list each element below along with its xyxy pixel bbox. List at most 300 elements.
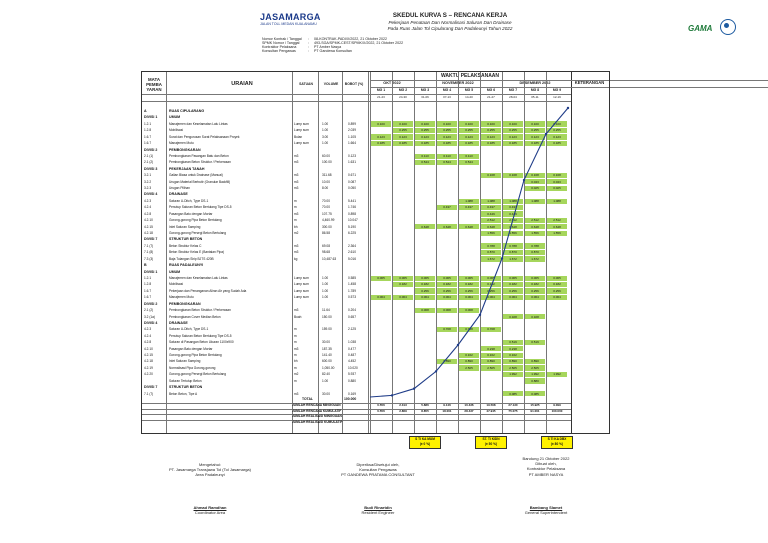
week-value: 0.449 bbox=[487, 211, 495, 216]
cell-satuan: m3 bbox=[294, 243, 299, 248]
cell-satuan: m3 bbox=[294, 346, 299, 351]
week-value: 0.085 bbox=[509, 391, 517, 396]
document-subtitle-1: Pekerjaan Penataan Dan Normalisasi Saluran Dan Drainase bbox=[388, 20, 512, 25]
cell-volume: 187.35 bbox=[322, 346, 332, 351]
cell-satuan: m bbox=[294, 198, 297, 203]
cell-bobot: 2.364 bbox=[348, 243, 356, 248]
cell-uraian: UMUM bbox=[169, 269, 181, 274]
cell-code: 4.2.19 bbox=[144, 365, 153, 370]
week-value: 2.505 bbox=[487, 365, 495, 370]
week-value: 0.890 bbox=[465, 359, 473, 364]
meta-key: Konsultan Pengawas bbox=[262, 49, 296, 53]
week-value: 0.328 bbox=[531, 314, 539, 319]
cell-volume: 98.68 bbox=[322, 250, 330, 255]
cell-satuan: bh bbox=[294, 359, 298, 364]
week-value: 2.505 bbox=[531, 365, 539, 370]
week-value: 0.168 bbox=[487, 173, 495, 178]
week-value: 1.088 bbox=[509, 198, 517, 203]
partner-logos bbox=[688, 18, 736, 36]
week-value: 0.085 bbox=[531, 391, 539, 396]
cell-volume: 10,487.63 bbox=[322, 256, 337, 261]
cell-code: 7.1 (7) bbox=[144, 391, 154, 396]
cell-volume: 1,050.00 bbox=[322, 365, 335, 370]
week-value: 0.043 bbox=[531, 179, 539, 184]
week-value: 1.088 bbox=[531, 198, 539, 203]
cell-bobot: 0.204 bbox=[348, 308, 356, 313]
cell-satuan: Lump sum bbox=[294, 295, 309, 300]
cell-satuan: m3 bbox=[294, 391, 299, 396]
cell-code: DIVISI 7 bbox=[144, 237, 158, 242]
week-value: 0.890 bbox=[531, 359, 539, 364]
signature-right-name-block bbox=[486, 505, 606, 515]
cell-uraian: Pembongkaran Beton Struktur / Perkerasan bbox=[169, 308, 231, 313]
cell-bobot: 0.573 bbox=[348, 295, 356, 300]
week-value: 0.168 bbox=[553, 173, 561, 178]
sig-left-name: Ahmad Ramdhan bbox=[193, 505, 227, 510]
week-value: 0.238 bbox=[509, 346, 517, 351]
week-value: 0.870 bbox=[487, 250, 495, 255]
cell-uraian: Urugan Pilihan bbox=[169, 186, 190, 191]
sig-mid-name: Budi Rinartdin bbox=[364, 505, 392, 510]
meta-key: Nomor Kontrak / Tanggal bbox=[262, 37, 302, 41]
cell-code: 2.1 (2) bbox=[144, 308, 154, 313]
total-week-value: 2.313 bbox=[399, 403, 407, 407]
cell-volume: 1.00 bbox=[322, 275, 329, 280]
cell-bobot: 0.087 bbox=[348, 179, 356, 184]
cell-code: 4.2.18 bbox=[144, 359, 153, 364]
cell-bobot: 0.050 bbox=[348, 186, 356, 191]
sig-mid-line1: Diperiksa/Disetujui oleh, bbox=[356, 462, 400, 467]
cell-satuan: Lump sum bbox=[294, 121, 309, 126]
week-value: 0.708 bbox=[487, 327, 495, 332]
week-value: 0.255 bbox=[553, 128, 561, 133]
total-week-value: 47.945 bbox=[486, 408, 496, 413]
cell-satuan: m bbox=[294, 218, 297, 223]
cell-uraian: STRUKTUR BETON bbox=[169, 237, 203, 242]
cell-code: DIVISI 1 bbox=[144, 269, 158, 274]
week-value: 0.648 bbox=[465, 224, 473, 229]
cell-satuan: m3 bbox=[294, 160, 299, 165]
milestone-percent: (± 0 %) bbox=[419, 442, 431, 447]
week-value: 0.064 bbox=[509, 295, 517, 300]
week-dates: 05-11 bbox=[531, 95, 539, 99]
week-value: 1.992 bbox=[553, 372, 561, 377]
s-curve-point bbox=[523, 179, 525, 181]
document-title: SKEDUL KURVA S – RENCANA KERJA bbox=[392, 12, 508, 19]
week-header: MG 4 bbox=[442, 88, 452, 92]
meta-colon: : bbox=[308, 49, 309, 53]
cell-volume: 69.08 bbox=[322, 243, 330, 248]
cell-uraian: Pasangan Batu dengan Mortar bbox=[169, 211, 213, 216]
cell-code: 4.2.10 bbox=[144, 218, 153, 223]
week-value: 0.065 bbox=[421, 275, 429, 280]
total-week-value: 75.075 bbox=[508, 408, 518, 413]
milestone-percent: (± 50 %) bbox=[484, 442, 498, 447]
week-header: MG 5 bbox=[464, 88, 474, 92]
cell-satuan: m bbox=[294, 333, 297, 338]
cell-uraian: Beton Struktur Kelas C bbox=[169, 243, 202, 248]
total-week-value: 100.000 bbox=[551, 408, 563, 413]
week-value: 0.185 bbox=[421, 141, 429, 146]
cell-uraian: Inlet Saluran Samping bbox=[169, 224, 201, 229]
week-value: 0.100 bbox=[465, 121, 473, 126]
cell-code: 7.1 (7) bbox=[144, 243, 154, 248]
cell-code: DIVISI 7 bbox=[144, 385, 158, 390]
total-week-value: 9.146 bbox=[443, 403, 451, 407]
week-dates: 12-19 bbox=[553, 95, 561, 99]
cell-volume: 1.00 bbox=[322, 121, 329, 126]
meta-value: 493-SGA/SPMK-CEST/SPMK/X/2022, 21 Oktober 2022 bbox=[314, 41, 404, 45]
week-header: MG 9 bbox=[552, 88, 562, 92]
cell-code: 1.6.7 bbox=[144, 295, 152, 300]
s-curve-chart bbox=[142, 72, 571, 433]
s-curve-point bbox=[413, 388, 415, 390]
cell-satuan: Lump sum bbox=[294, 282, 309, 287]
week-value: 0.182 bbox=[487, 282, 495, 287]
total-value: 100.000 bbox=[344, 397, 357, 401]
week-value: 1.088 bbox=[465, 198, 473, 203]
signature-middle bbox=[318, 462, 438, 478]
week-value: 0.064 bbox=[531, 295, 539, 300]
cell-volume: 1.00 bbox=[322, 282, 329, 287]
week-value: 0.648 bbox=[553, 224, 561, 229]
cell-code: 4.2.15 bbox=[144, 353, 153, 358]
sig-left-line1: Mengetahui: bbox=[198, 462, 221, 467]
cell-satuan: Bulan bbox=[294, 134, 303, 139]
cell-code: 3.2.2 bbox=[144, 179, 152, 184]
sig-mid-role: Resident Engineer bbox=[361, 510, 395, 516]
week-value: 0.065 bbox=[377, 275, 385, 280]
week-value: 0.168 bbox=[509, 173, 517, 178]
cell-code: 1.2.1 bbox=[144, 121, 152, 126]
cell-uraian: PEMBONGKARAN bbox=[169, 301, 201, 306]
week-value: 0.328 bbox=[509, 314, 517, 319]
week-dates: 28-04 bbox=[509, 95, 517, 99]
cell-uraian: RUAS CIPULARANG bbox=[169, 109, 205, 113]
meta-line bbox=[262, 49, 403, 53]
week-value: 0.065 bbox=[399, 275, 407, 280]
cell-bobot: 0.585 bbox=[348, 275, 356, 280]
week-value: 0.065 bbox=[553, 275, 561, 280]
company-logo bbox=[260, 12, 350, 32]
cell-bobot: 0.671 bbox=[348, 173, 356, 178]
cell-code: 4.2.8 bbox=[144, 211, 152, 216]
sig-place-date: Bandung 21 Oktober 2022 bbox=[522, 456, 570, 461]
cell-uraian: Manajemen dan Keselamatan Lalu Lintas bbox=[169, 121, 228, 126]
cell-code: 1.2.8 bbox=[144, 128, 152, 133]
week-value: 0.648 bbox=[421, 224, 429, 229]
cell-uraian: Gorong-gorong Persegi Beton Bertulang bbox=[169, 231, 227, 236]
sig-right-line1: Dibuat oleh, bbox=[535, 461, 557, 467]
cell-bobot: 10.047 bbox=[348, 218, 358, 223]
week-value: 0.025 bbox=[553, 186, 561, 191]
signature-left bbox=[150, 462, 270, 478]
week-dates: 21-23 bbox=[377, 95, 385, 99]
cell-satuan: m bbox=[294, 353, 297, 358]
cell-uraian: Pembongkaran Cover Median Beton bbox=[169, 314, 221, 319]
s-curve-line bbox=[370, 108, 568, 397]
cell-volume: 70.00 bbox=[322, 198, 330, 203]
cell-volume: 70.00 bbox=[322, 205, 330, 210]
total-row-label: JUMLAH REALISASI KUMULATIF bbox=[292, 419, 343, 424]
cell-bobot: 0.169 bbox=[348, 391, 356, 396]
cell-code: DIVISI 4 bbox=[144, 320, 158, 325]
cell-uraian: Gorong-gorong Pipa Beton Bertulang bbox=[169, 218, 222, 223]
week-value: 0.064 bbox=[465, 295, 473, 300]
sig-mid-line3: PT GANDEWA PRATAMA CONSULTANT bbox=[341, 472, 415, 478]
week-dates: 31-06 bbox=[421, 95, 429, 99]
cell-code: 3.2.1 bbox=[144, 173, 152, 178]
col-volume: VOLUME bbox=[323, 82, 339, 86]
week-value: 0.182 bbox=[553, 282, 561, 287]
week-value: 0.648 bbox=[509, 224, 517, 229]
logo-subtitle: JALAN TOLL MEDAN KUALANAMU bbox=[260, 22, 317, 26]
cell-code: DIVISI 2 bbox=[144, 301, 158, 306]
total-row-label: JUMLAH RENCANA KUMULATIF bbox=[292, 408, 342, 413]
week-header: MG 7 bbox=[508, 88, 518, 92]
total-week-value: 5.886 bbox=[421, 403, 429, 407]
partner-circle-logo-icon bbox=[720, 19, 736, 35]
week-value: 0.185 bbox=[487, 141, 495, 146]
cell-satuan: m3 bbox=[294, 173, 299, 178]
week-value: 0.890 bbox=[509, 359, 517, 364]
cell-satuan: m bbox=[294, 340, 297, 345]
cell-satuan: m bbox=[294, 327, 297, 332]
col-satuan: SATUAN bbox=[299, 82, 313, 86]
week-value: 0.162 bbox=[465, 353, 473, 358]
cell-code: 4.2.4 bbox=[144, 205, 152, 210]
week-value: 0.255 bbox=[399, 128, 407, 133]
week-value: 1.556 bbox=[487, 231, 495, 236]
week-value: 0.065 bbox=[443, 275, 451, 280]
gama-logo: GAMA bbox=[688, 24, 713, 33]
cell-uraian: Surat dan Pengurusan Surat Pelaksanaan Proyek bbox=[169, 134, 240, 139]
meta-colon: : bbox=[308, 37, 309, 41]
sig-right-line3: PT AMBER NASYA bbox=[528, 471, 564, 477]
week-value: 0.256 bbox=[531, 288, 539, 293]
week-value: 0.068 bbox=[421, 308, 429, 313]
week-value: 1.672 bbox=[531, 256, 539, 261]
col-keterangan: KETERANGAN bbox=[574, 80, 605, 85]
cell-uraian: Pasangan Batu dengan Mortar bbox=[169, 346, 213, 351]
cell-satuan: m bbox=[294, 205, 297, 210]
cell-uraian: Inlet Saluran Samping bbox=[169, 359, 201, 364]
week-value: 0.255 bbox=[487, 128, 495, 133]
cell-code: 1.6.7 bbox=[144, 141, 152, 146]
cell-volume: 8.00 bbox=[322, 186, 329, 191]
meta-key: Kontraktor Pelaksana bbox=[262, 45, 297, 49]
week-header: MG 8 bbox=[530, 88, 540, 92]
total-week-value: 15.925 bbox=[530, 403, 540, 407]
cell-code: 1.2.1 bbox=[144, 275, 152, 280]
month-header: NOVEMBER 2022 bbox=[442, 81, 474, 85]
cell-uraian: Saluran Tertutup Beton bbox=[169, 378, 202, 383]
cell-code: 1.2.8 bbox=[144, 282, 152, 287]
week-value: 0.123 bbox=[465, 134, 473, 139]
week-value: 0.123 bbox=[509, 134, 517, 139]
week-value: 0.519 bbox=[531, 340, 539, 345]
s-curve-point bbox=[435, 370, 437, 372]
total-row-label: JUMLAH REALISASI MINGGUAN bbox=[292, 414, 342, 418]
cell-code: DIVISI 4 bbox=[144, 192, 158, 197]
week-value: 2.512 bbox=[531, 218, 539, 223]
cell-bobot: 2.125 bbox=[348, 327, 356, 332]
cell-satuan: Lump sum bbox=[294, 128, 309, 133]
week-value: 0.256 bbox=[443, 288, 451, 293]
cell-volume: 60.00 bbox=[322, 153, 330, 158]
week-value: 0.123 bbox=[377, 134, 385, 139]
cell-code: 7.1 (8) bbox=[144, 250, 154, 255]
cell-uraian: Gorong-gorong Persegi Beton Bertulang bbox=[169, 372, 227, 377]
cell-bobot: 4.452 bbox=[348, 359, 356, 364]
week-header: MG 2 bbox=[398, 88, 408, 92]
milestone-percent: (± 80 %) bbox=[550, 442, 564, 447]
week-value: 0.065 bbox=[531, 275, 539, 280]
cell-satuan: m2 bbox=[294, 231, 299, 236]
cell-bobot: 0.880 bbox=[348, 378, 356, 383]
cell-code: 4.2.15 bbox=[144, 224, 153, 229]
sig-mid-line2: Konsultan Pengawas bbox=[359, 467, 397, 473]
cell-satuan: m3 bbox=[294, 211, 299, 216]
week-value: 2.512 bbox=[553, 218, 561, 223]
week-value: 0.182 bbox=[465, 282, 473, 287]
cell-code: A bbox=[144, 109, 147, 113]
cell-code: 4.2.18 bbox=[144, 231, 153, 236]
cell-uraian: Penutup Saluran Beton Bertulang Tipe DS-5 bbox=[169, 205, 232, 210]
total-week-value: 0.556 bbox=[377, 408, 385, 413]
cell-uraian: Normalisasi Pipa Gorong-gorong bbox=[169, 365, 216, 370]
logo-wordmark: JASAMARGA bbox=[260, 12, 321, 22]
cell-bobot: 10.020 bbox=[348, 365, 358, 370]
cell-volume: 107.75 bbox=[322, 211, 332, 216]
cell-uraian: Pembongkaran Pasangan Batu dan Beton bbox=[169, 153, 229, 158]
cell-code: 7.3 (3) bbox=[144, 256, 154, 261]
week-value: 0.123 bbox=[487, 134, 495, 139]
week-value: 0.708 bbox=[465, 327, 473, 332]
cell-uraian: Pembongkaran Beton Struktur / Perkerasan bbox=[169, 160, 231, 165]
week-value: 0.238 bbox=[487, 346, 495, 351]
week-value: 0.123 bbox=[421, 134, 429, 139]
cell-code: B bbox=[144, 263, 147, 268]
cell-uraian: Penutup Saluran Beton Bertulang Tipe DS-5 bbox=[169, 333, 232, 338]
cell-bobot: 5.937 bbox=[348, 372, 356, 377]
week-value: 1.088 bbox=[487, 198, 495, 203]
week-value: 1.556 bbox=[509, 231, 517, 236]
week-value: 0.182 bbox=[509, 282, 517, 287]
cell-uraian: STRUKTUR BETON bbox=[169, 385, 203, 390]
week-value: 0.648 bbox=[487, 224, 495, 229]
week-value: 0.449 bbox=[509, 211, 517, 216]
meta-value: 08-KONTRAK-PADI/X/2022, 21 Oktober 2022 bbox=[314, 37, 388, 41]
total-week-value: 9.099 bbox=[553, 403, 561, 407]
total-week-value: 2.869 bbox=[399, 408, 407, 413]
sig-left-line2: PT. Jasamarga Transjawa Tol (Tol Jasamarga) bbox=[169, 467, 251, 473]
week-value: 2.505 bbox=[465, 365, 473, 370]
cell-code: 1.6.7 bbox=[144, 134, 152, 139]
cell-bobot: 1.789 bbox=[348, 288, 356, 293]
week-value: 0.065 bbox=[487, 275, 495, 280]
week-value: 0.437 bbox=[487, 205, 495, 210]
week-value: 0.068 bbox=[465, 308, 473, 313]
cell-code: 4.2.20 bbox=[144, 372, 153, 377]
cell-uraian: DRAINASE bbox=[169, 192, 188, 197]
total-week-value: 91.001 bbox=[530, 408, 540, 413]
cell-volume: 10.00 bbox=[322, 179, 330, 184]
cell-volume: 600.00 bbox=[322, 359, 332, 364]
s-curve-point bbox=[545, 133, 547, 135]
week-value: 0.544 bbox=[443, 160, 451, 165]
cell-volume: 300.00 bbox=[322, 224, 332, 229]
week-value: 0.788 bbox=[487, 243, 495, 248]
total-week-value: 10.436 bbox=[464, 403, 474, 407]
week-value: 0.185 bbox=[465, 141, 473, 146]
week-dates: 14-20 bbox=[465, 95, 473, 99]
week-value: 0.123 bbox=[399, 134, 407, 139]
week-value: 0.064 bbox=[377, 295, 385, 300]
week-value: 0.100 bbox=[531, 121, 539, 126]
cell-volume: 4,460.99 bbox=[322, 218, 335, 223]
week-value: 0.064 bbox=[553, 295, 561, 300]
week-value: 0.025 bbox=[531, 186, 539, 191]
week-value: 0.162 bbox=[487, 353, 495, 358]
cell-volume: 159.00 bbox=[322, 327, 332, 332]
week-value: 0.255 bbox=[509, 128, 517, 133]
cell-code: 4.2.3 bbox=[144, 327, 152, 332]
week-value: 0.708 bbox=[443, 327, 451, 332]
week-value: 0.256 bbox=[553, 288, 561, 293]
week-value: 0.064 bbox=[443, 295, 451, 300]
total-week-value: 28.437 bbox=[464, 408, 474, 413]
week-value: 2.512 bbox=[487, 218, 495, 223]
week-value: 0.437 bbox=[465, 205, 473, 210]
cell-uraian: PEKERJAAN TANAH bbox=[169, 166, 205, 171]
week-value: 0.185 bbox=[509, 141, 517, 146]
cell-bobot: 1.038 bbox=[348, 340, 356, 345]
s-curve-point bbox=[567, 107, 569, 109]
cell-satuan: Lump sum bbox=[294, 288, 309, 293]
week-value: 0.113 bbox=[465, 153, 473, 158]
cell-bobot: 2.610 bbox=[348, 250, 356, 255]
cell-code: DIVISI 3 bbox=[144, 166, 158, 171]
cell-code: 4.2.10 bbox=[144, 346, 153, 351]
signature-right bbox=[486, 456, 606, 477]
cell-code: 3.2 (1a) bbox=[144, 314, 155, 319]
total-week-value: 18.001 bbox=[442, 408, 452, 413]
cell-uraian: Urugan Material Berbutir (Granular Backfill) bbox=[169, 179, 231, 184]
week-value: 0.890 bbox=[443, 359, 451, 364]
meta-value: PT Gandewa Konsultan bbox=[314, 49, 352, 53]
week-value: 0.255 bbox=[465, 128, 473, 133]
week-value: 0.064 bbox=[399, 295, 407, 300]
cell-uraian: Beton Beton, Tipe A bbox=[169, 391, 198, 396]
cell-uraian: Saluran di Pasangan Beton Ukuran 1100x900 bbox=[169, 340, 234, 345]
cell-satuan: m3 bbox=[294, 179, 299, 184]
week-value: 0.185 bbox=[443, 141, 451, 146]
week-value: 0.870 bbox=[509, 250, 517, 255]
col-waktu-pelaksanaan: WAKTU PELAKSANAAN bbox=[440, 73, 500, 79]
cell-volume: 11.64 bbox=[322, 308, 330, 313]
week-value: 0.544 bbox=[421, 160, 429, 165]
cell-satuan: m3 bbox=[294, 153, 299, 158]
week-header: MG 3 bbox=[420, 88, 430, 92]
meta-colon: : bbox=[308, 45, 309, 49]
week-value: 0.870 bbox=[531, 250, 539, 255]
week-value: 0.113 bbox=[421, 153, 429, 158]
cell-satuan: kg bbox=[294, 256, 298, 261]
total-week-value: 27.130 bbox=[508, 403, 518, 407]
week-value: 0.100 bbox=[421, 121, 429, 126]
month-header: OKT 2022 bbox=[383, 81, 401, 85]
